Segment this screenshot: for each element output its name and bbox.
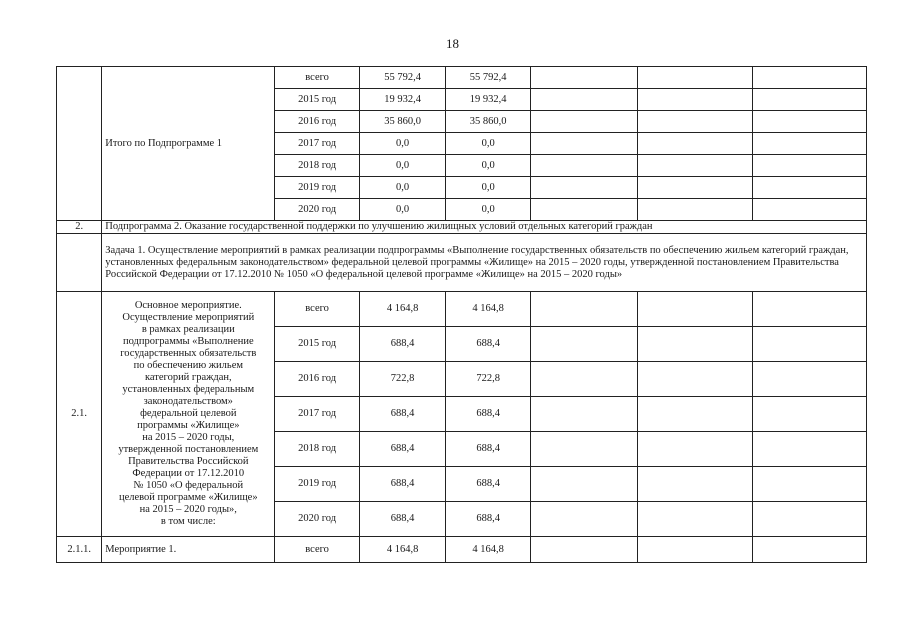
empty-cell [753,199,867,221]
value-cell: 55 792,4 [359,67,446,89]
empty-cell [637,133,753,155]
main-activity-description: Основное мероприятие. Осуществление мероприятий в рамках реализации подпрограммы «Выполнение государственных обязательств по обеспечению жильем категорий граждан, установленных федеральным законодательством» федеральной целевой программы «Жилище» на 2015 – 2020 годы, утвержденной постановлением Правительства Российской Федерации от 17.12.2010 № 1050 «О федеральной целевой программе «Жилище» на 2015 – 2020 годы», в том числе: [102,292,275,537]
empty-cell [530,397,637,432]
value-cell: 19 932,4 [359,89,446,111]
page-number: 18 [446,36,459,51]
value-cell: 0,0 [359,199,446,221]
empty-cell [530,177,637,199]
year-cell: 2020 год [275,199,360,221]
empty-cell [637,292,753,327]
empty-cell [637,327,753,362]
subprogram-total-label: Итого по Подпрограмме 1 [102,67,275,221]
table-row [57,292,867,327]
empty-cell [637,362,753,397]
year-cell: 2018 год [275,432,360,467]
empty-cell [753,89,867,111]
value-cell: 4 164,8 [446,537,531,563]
empty-cell [753,397,867,432]
year-cell: 2016 год [275,111,360,133]
value-cell: 688,4 [359,502,446,537]
year-cell: 2017 год [275,133,360,155]
empty-cell [530,133,637,155]
value-cell: 0,0 [359,155,446,177]
empty-cell [753,111,867,133]
empty-cell [637,111,753,133]
value-cell: 722,8 [446,362,531,397]
empty-cell [637,155,753,177]
program-table [56,66,867,563]
year-cell: 2017 год [275,397,360,432]
empty-cell [753,362,867,397]
value-cell: 688,4 [446,467,531,502]
empty-cell [753,502,867,537]
value-cell: 0,0 [446,177,531,199]
empty-cell [530,467,637,502]
value-cell: 4 164,8 [359,292,446,327]
year-cell: всего [275,292,360,327]
empty-cell [753,67,867,89]
value-cell: 0,0 [446,199,531,221]
value-cell: 4 164,8 [359,537,446,563]
empty-cell [637,199,753,221]
empty-cell [530,432,637,467]
value-cell: 688,4 [359,467,446,502]
table-row [57,67,867,89]
empty-cell [530,537,637,563]
empty-cell [637,177,753,199]
year-cell: 2016 год [275,362,360,397]
value-cell: 688,4 [359,432,446,467]
value-cell: 688,4 [446,397,531,432]
row-number-cell: 2.1.1. [57,537,102,563]
empty-cell [530,155,637,177]
subprogram-title: Подпрограмма 2. Оказание государственной поддержки по улучшению жилищных условий отдельных категорий граждан [102,221,867,234]
year-cell: 2015 год [275,327,360,362]
table-row [57,221,867,234]
empty-cell [637,67,753,89]
empty-cell [530,89,637,111]
year-cell: всего [275,67,360,89]
table-row [57,234,867,292]
empty-cell [753,133,867,155]
value-cell: 722,8 [359,362,446,397]
value-cell: 688,4 [446,502,531,537]
activity-label: Мероприятие 1. [102,537,275,563]
empty-cell [753,177,867,199]
row-number-cell: 2. [57,221,102,234]
empty-cell [637,467,753,502]
row-number-cell: 2.1. [57,292,102,537]
empty-cell [637,89,753,111]
year-cell: 2018 год [275,155,360,177]
value-cell: 688,4 [446,327,531,362]
empty-cell [530,362,637,397]
value-cell: 0,0 [446,133,531,155]
empty-cell [530,292,637,327]
value-cell: 688,4 [359,327,446,362]
empty-cell [753,432,867,467]
year-cell: 2015 год [275,89,360,111]
year-cell: 2019 год [275,177,360,199]
row-number-cell [57,67,102,221]
value-cell: 688,4 [359,397,446,432]
empty-cell [637,397,753,432]
empty-cell [530,502,637,537]
value-cell: 0,0 [359,177,446,199]
empty-cell [753,155,867,177]
empty-cell [530,111,637,133]
empty-cell [530,67,637,89]
value-cell: 688,4 [446,432,531,467]
value-cell: 35 860,0 [446,111,531,133]
year-cell: 2020 год [275,502,360,537]
empty-cell [753,292,867,327]
value-cell: 4 164,8 [446,292,531,327]
empty-cell [753,537,867,563]
empty-cell [530,199,637,221]
empty-cell [753,327,867,362]
empty-cell [753,467,867,502]
empty-cell [637,537,753,563]
value-cell: 0,0 [446,155,531,177]
empty-cell [530,327,637,362]
empty-cell [637,432,753,467]
year-cell: всего [275,537,360,563]
year-cell: 2019 год [275,467,360,502]
row-number-cell [57,234,102,292]
empty-cell [637,502,753,537]
value-cell: 19 932,4 [446,89,531,111]
value-cell: 55 792,4 [446,67,531,89]
task-description: Задача 1. Осуществление мероприятий в рамках реализации подпрограммы «Выполнение государственных обязательств по обеспечению жильем категорий граждан, установленных федеральным законодательством» федеральной целевой программы «Жилище» на 2015 – 2020 годы, утвержденной постановлением Правительства Российской Федерации от 17.12.2010 № 1050 «О федеральной целевой программе «Жилище» на 2015 – 2020 годы» [102,234,867,292]
table-row [57,537,867,563]
value-cell: 35 860,0 [359,111,446,133]
value-cell: 0,0 [359,133,446,155]
